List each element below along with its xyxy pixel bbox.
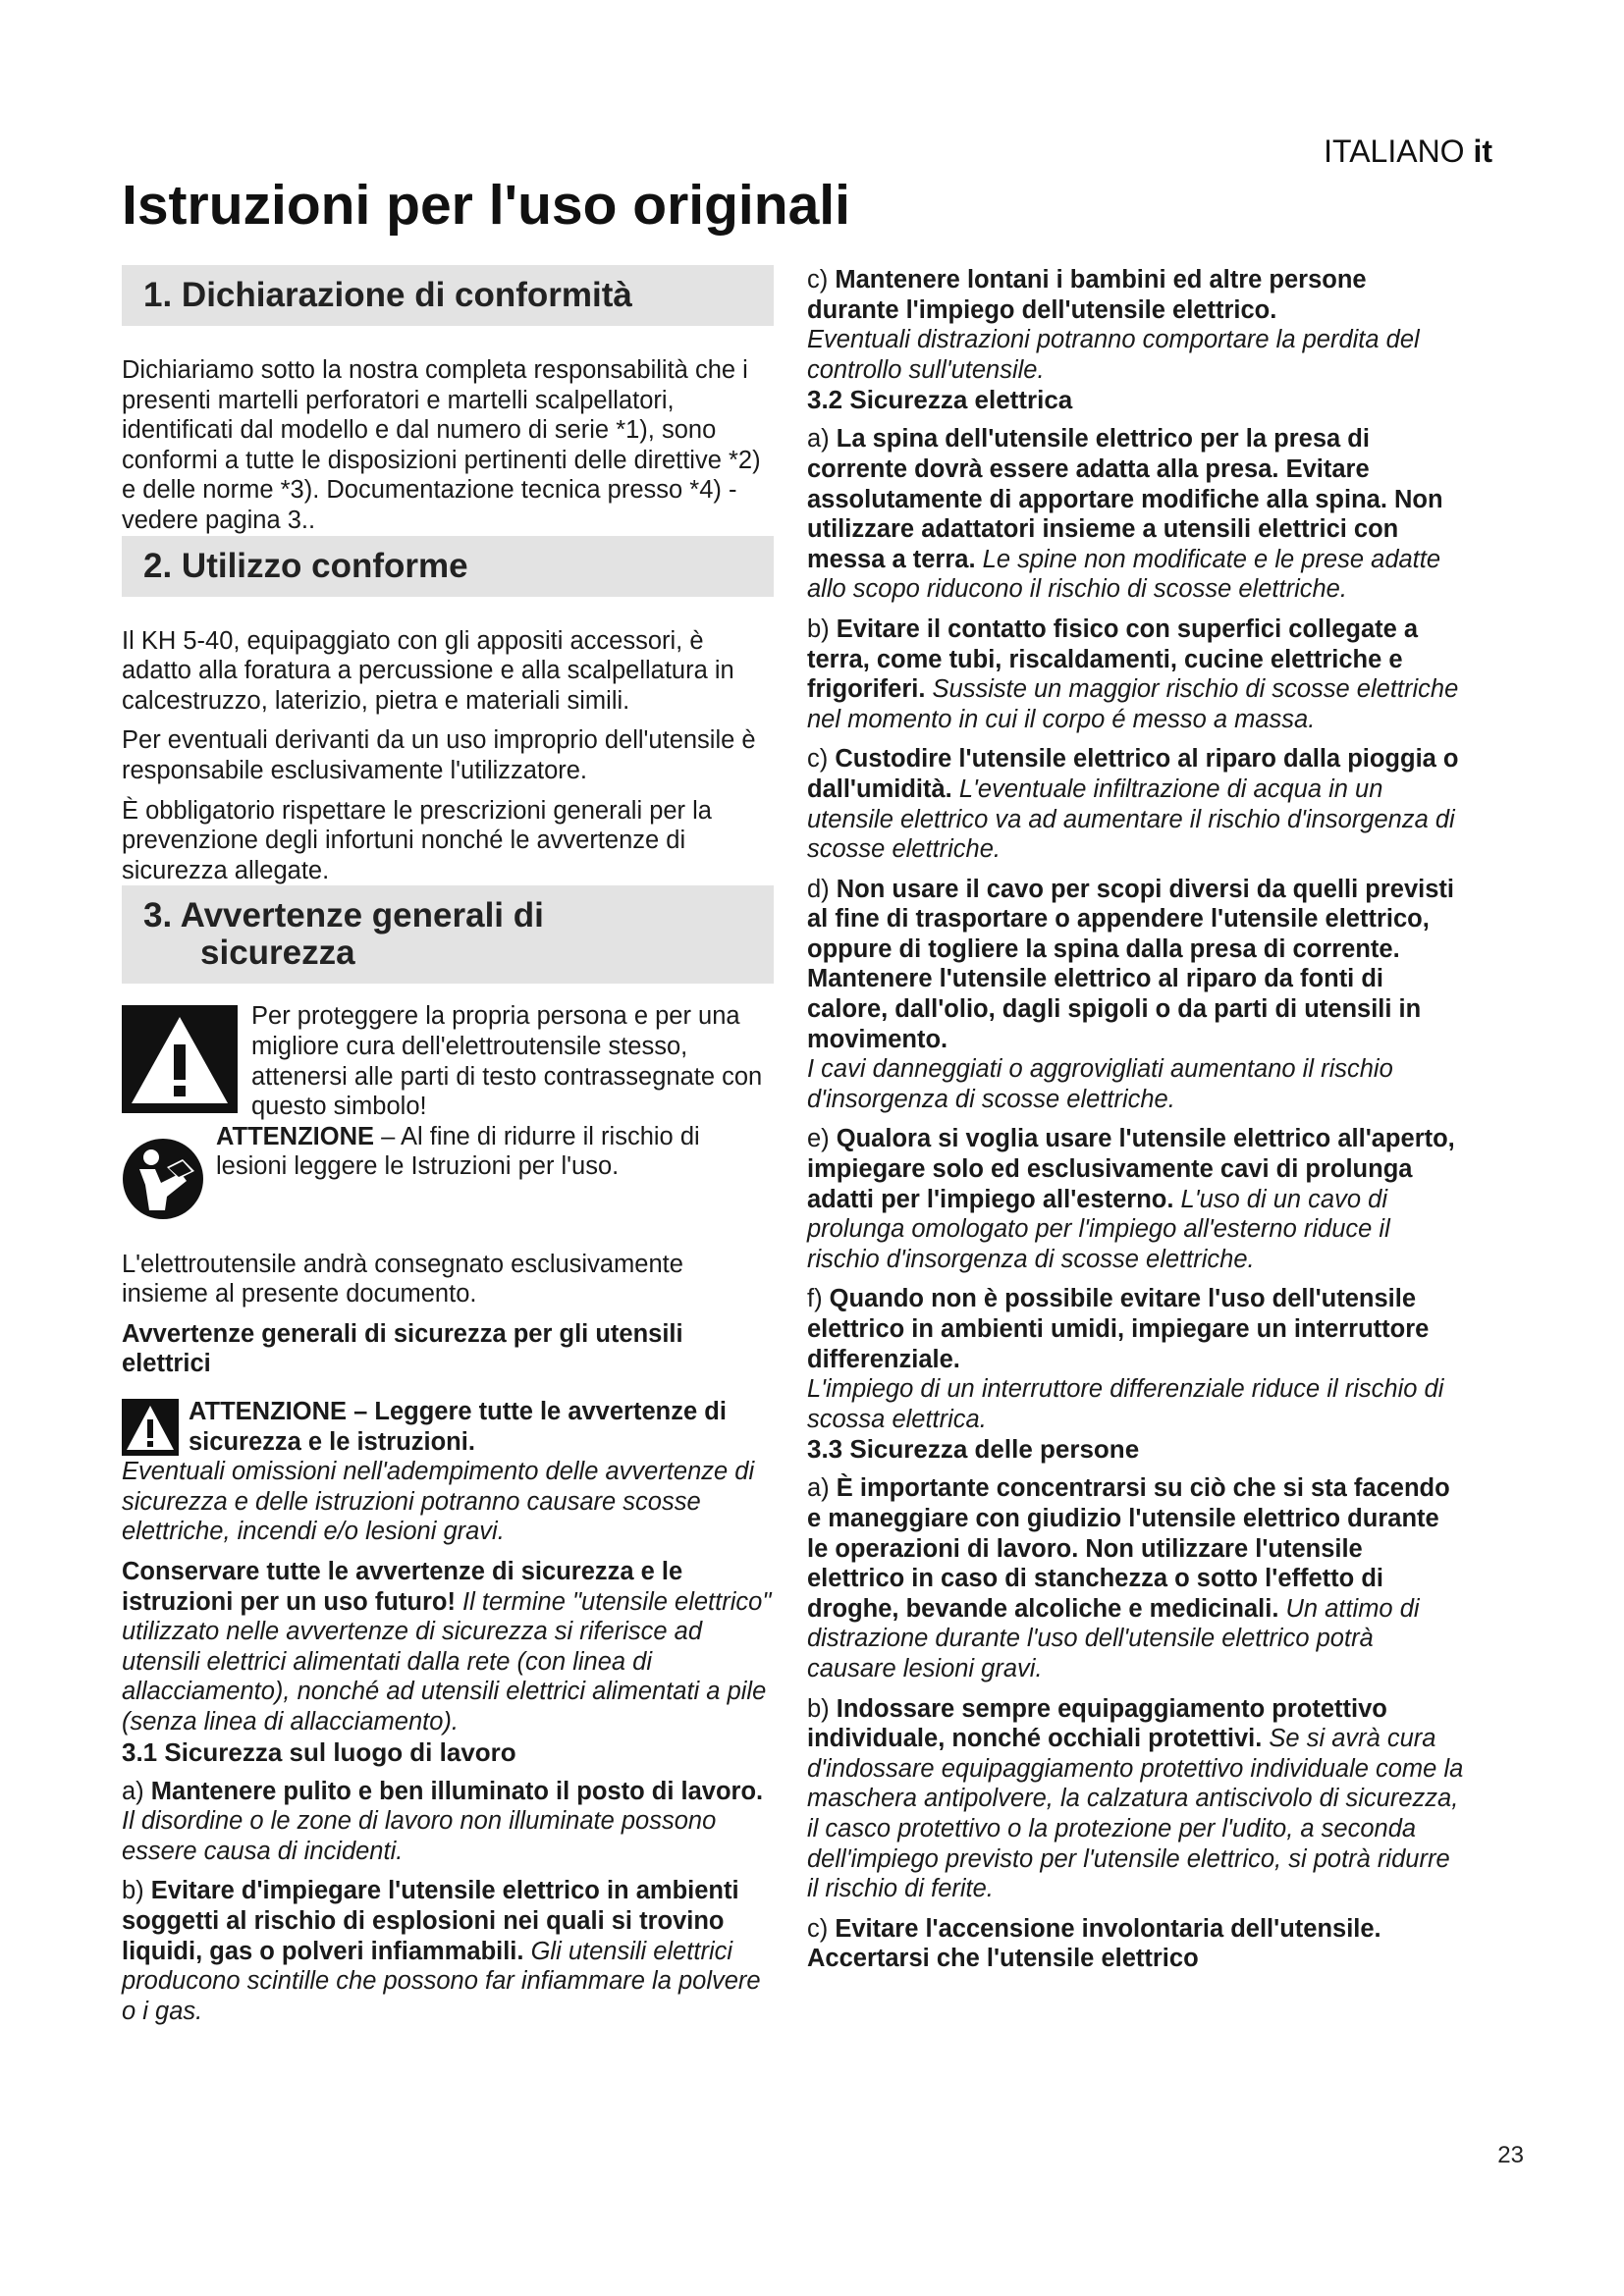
work-area-a-italic: Il disordine o le zone di lavoro non illuminate possono essere causa di incidenti. xyxy=(122,1807,717,1865)
read-all-warnings-text: ATTENZIONE – Leggere tutte le avvertenze di sicurezza e le istruzioni. xyxy=(189,1398,727,1456)
electrical-e-bold: Qualora si voglia usare l'utensile elettrico all'aperto, impiegare solo ed esclusivamente cavi di prolunga adatti per l'impiego all'esterno. xyxy=(807,1125,1455,1213)
children-c-bold: Mantenere lontani i bambini ed altre persone durante l'impiego dell'utensile elettrico. xyxy=(807,266,1367,324)
liability-text: Per eventuali derivanti da un uso improprio dell'utensile è responsabile esclusivamente l'utilizzatore. xyxy=(122,726,756,784)
personal-a-italic: Un attimo di distrazione durante l'uso dell'utensile elettrico potrà causare lesioni gravi. xyxy=(807,1594,1420,1682)
electrical-b-italic: Sussiste un maggior rischio di scosse elettriche nel momento in cui il corpo é messo a massa. xyxy=(807,675,1459,733)
symbol-notice-text: Per proteggere la propria persona e per una migliore cura dell'elettroutensile stesso, attenersi alle parti di testo contrassegnate con questo simbolo! xyxy=(251,1002,763,1121)
intended-use-text: Il KH 5-40, equipaggiato con gli appositi accessori, è adatto alla foratura a percussione e alla scalpellatura in calcestruzzo, laterizio, pietra e materiali simili. xyxy=(122,626,734,715)
left-column xyxy=(122,265,774,2026)
section-3-heading-line2: sicurezza xyxy=(200,934,355,973)
attention-label: ATTENZIONE xyxy=(216,1122,375,1150)
electrical-item-d xyxy=(807,875,1465,1055)
electrical-item-b xyxy=(807,614,1465,734)
work-area-item-b xyxy=(122,1876,774,2026)
section-3-2-heading: 3.2 Sicurezza elettrica xyxy=(807,385,1073,415)
item-prefix: a) xyxy=(122,1777,151,1805)
work-area-b-italic: Gli utensili elettrici producono scintille che possono far infiammare la polvere o i gas. xyxy=(122,1937,761,2025)
personal-item-b xyxy=(807,1694,1465,1904)
keep-warnings-italic: Il termine "utensile elettrico" utilizzato nelle avvertenze di sicurezza si riferisce ad utensili elettrici alimentati dalla rete (con linea di allacciamento), nonché ad utensili elettrici alimentati a pile (senza linea di allacciamento). xyxy=(122,1587,772,1735)
item-prefix: b) xyxy=(807,614,837,643)
item-prefix: c) xyxy=(807,1914,836,1943)
children-c-italic: Eventuali distrazioni potranno comportare la perdita del controllo sull'utensile. xyxy=(807,326,1420,384)
electrical-item-e xyxy=(807,1124,1465,1274)
electrical-item-f xyxy=(807,1284,1465,1374)
page-number: 23 xyxy=(1497,2142,1524,2168)
declaration-text: Dichiariamo sotto la nostra completa responsabilità che i presenti martelli perforatori e martelli scalpellatori, identificati dal modello e dal numero di serie *1), sono conformi a tutte le disposizioni pertinenti delle direttive *2) e delle norme *3). Documentazione tecnica presso *4) - vedere pagina 3.. xyxy=(122,356,761,534)
item-prefix: e) xyxy=(807,1125,837,1153)
read-manual-text xyxy=(216,1122,774,1182)
electrical-c-bold: Custodire l'utensile elettrico al riparo dalla pioggia o dall'umidità. xyxy=(807,745,1459,803)
personal-c-bold: Evitare l'accensione involontaria dell'utensile. Accertarsi che l'utensile elettrico xyxy=(807,1914,1381,1973)
omissions-text: Eventuali omissioni nell'adempimento delle avvertenze di sicurezza e delle istruzioni potranno causare scosse elettriche, incendi e/o lesioni gravi. xyxy=(122,1458,755,1546)
electrical-d-italic: I cavi danneggiati o aggrovigliati aumentano il rischio d'insorgenza di scosse elettriche. xyxy=(807,1055,1393,1113)
electrical-f-bold: Quando non è possibile evitare l'uso dell'utensile elettrico in ambienti umidi, impiegare un interruttore differenziale. xyxy=(807,1285,1430,1373)
language-code: it xyxy=(1473,133,1492,169)
language-label xyxy=(1324,133,1492,170)
keep-warnings-text xyxy=(122,1557,774,1737)
item-prefix: b) xyxy=(122,1877,151,1905)
read-manual-body: – Al fine di ridurre il rischio di lesioni leggere le Istruzioni per l'uso. xyxy=(216,1122,700,1181)
personal-b-italic: Se si avrà cura d'indossare equipaggiamento protettivo individuale come la maschera antipolvere, la calzatura antiscivolo di sicurezza, il casco protettivo o la protezione per l'udito, a seconda dell'impiego previsto per l'utensile elettrico, si potrà ridurre il rischio di ferite. xyxy=(807,1725,1464,1903)
item-prefix: d) xyxy=(807,875,837,903)
electrical-item-a xyxy=(807,424,1465,605)
personal-b-bold: Indossare sempre equipaggiamento protettivo individuale, nonché occhiali protettivi. xyxy=(807,1694,1387,1753)
item-prefix: c) xyxy=(807,745,836,774)
electrical-f-italic: L'impiego di un interruttore differenziale riduce il rischio di scossa elettrica. xyxy=(807,1375,1444,1433)
item-prefix: a) xyxy=(807,425,837,454)
personal-item-c xyxy=(807,1914,1465,1974)
personal-a-bold: È importante concentrarsi su ciò che si sta facendo e maneggiare con giudizio l'utensile elettrico durante le operazioni di lavoro. Non utilizzare l'utensile elettrico in caso di stanchezza o sotto l'effetto di droghe, bevande alcoliche e medicinali. xyxy=(807,1474,1450,1623)
work-area-item-a xyxy=(122,1777,774,1867)
item-prefix: f) xyxy=(807,1285,830,1313)
section-3-heading-line1: 3. Avvertenze generali di xyxy=(143,896,544,935)
electrical-c-italic: L'eventuale infiltrazione di acqua in un utensile elettrico va ad aumentare il rischio d'insorgenza di scosse elettriche. xyxy=(807,774,1455,864)
warning-triangle-small-icon xyxy=(122,1399,179,1456)
language-name: ITALIANO xyxy=(1324,133,1465,169)
section-2-heading: 2. Utilizzo conforme xyxy=(122,536,774,597)
warning-triangle-icon xyxy=(122,1005,238,1113)
regulations-text: È obbligatorio rispettare le prescrizioni generali per la prevenzione degli infortuni nonché le avvertenze di sicurezza allegate. xyxy=(122,796,712,884)
symbol-notice xyxy=(122,1001,774,1121)
item-prefix: b) xyxy=(807,1694,837,1723)
read-manual-notice xyxy=(122,1122,774,1220)
electrical-d-bold: Non usare il cavo per scopi diversi da quelli previsti al fine di trasportare o appendere l'utensile elettrico, oppure di togliere la spina dalla presa di corrente. Mantenere l'utensile elettrico al riparo da fonti di calore, dall'olio, dagli spigoli o da parti di utensili in movimento. xyxy=(807,875,1454,1053)
electrical-e-italic: L'uso di un cavo di prolunga omologato per l'impiego all'esterno riduce il rischio d'insorgenza di scosse elettriche. xyxy=(807,1185,1390,1273)
delivery-text: L'elettroutensile andrà consegnato esclusivamente insieme al presente documento. xyxy=(122,1250,683,1308)
children-item-c xyxy=(807,265,1465,325)
read-all-warnings xyxy=(122,1397,774,1457)
section-3-3-heading: 3.3 Sicurezza delle persone xyxy=(807,1434,1140,1465)
right-column xyxy=(807,265,1465,1974)
section-3-1-heading: 3.1 Sicurezza sul luogo di lavoro xyxy=(122,1736,516,1767)
electrical-a-bold: La spina dell'utensile elettrico per la presa di corrente dovrà essere adatta alla presa. Evitare assolutamente di apportare modifiche alla spina. Non utilizzare adattatori insieme a utensili elettrici con messa a terra. xyxy=(807,425,1443,573)
general-warnings-heading: Avvertenze generali di sicurezza per gli utensili elettrici xyxy=(122,1319,683,1378)
personal-item-a xyxy=(807,1473,1465,1683)
electrical-item-c xyxy=(807,744,1465,864)
page-title: Istruzioni per l'uso originali xyxy=(122,174,850,237)
item-prefix: a) xyxy=(807,1474,837,1503)
keep-warnings-bold: Conservare tutte le avvertenze di sicurezza e le istruzioni per un uso futuro! xyxy=(122,1558,683,1616)
work-area-a-bold: Mantenere pulito e ben illuminato il posto di lavoro. xyxy=(150,1777,764,1805)
section-1-heading: 1. Dichiarazione di conformità xyxy=(122,265,774,326)
electrical-b-bold: Evitare il contatto fisico con superfici collegate a terra, come tubi, riscaldamenti, cucine elettriche e frigoriferi. xyxy=(807,614,1419,704)
read-manual-icon xyxy=(122,1138,204,1220)
work-area-b-bold: Evitare d'impiegare l'utensile elettrico in ambienti soggetti al rischio di esplosioni nei quali si trovino liquidi, gas o polveri infiammabili. xyxy=(122,1877,739,1965)
electrical-a-italic: Le spine non modificate e le prese adatte allo scopo riducono il rischio di scosse elettriche. xyxy=(807,545,1441,604)
item-prefix: c) xyxy=(807,266,836,294)
section-3-heading xyxy=(122,885,774,984)
